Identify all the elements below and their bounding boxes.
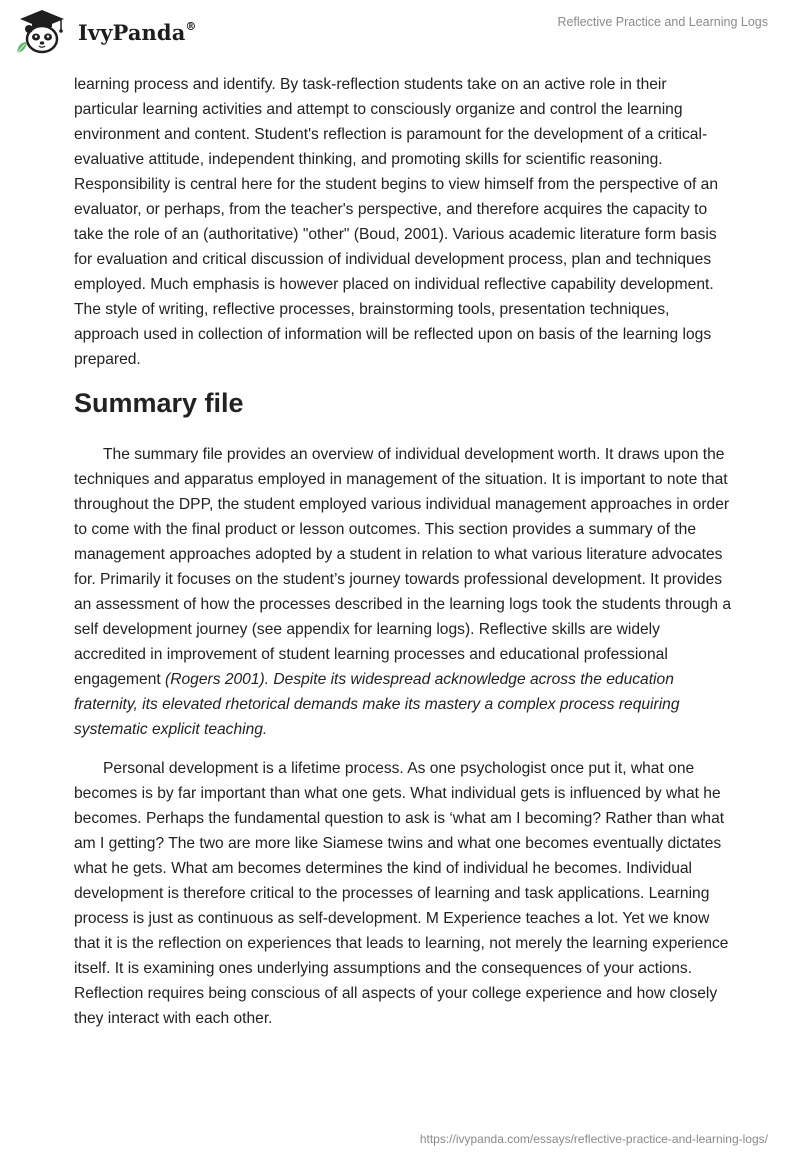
section-heading: Summary file xyxy=(74,388,244,418)
paragraph-intro-continuation: learning process and identify. By task-reflection students take on an active role in their particular learning activities and attempt to consciously organize and control the learning environment and content. Student's reflection is paramount for the development of a critical-evaluative attitude, independent thinking, and promoting skills for scientific reasoning. Responsibility is central here for the student begins to view himself from the perspective of an evaluator, or perhaps, from the teacher's perspective, and therefore acquires the capacity to take the role of an (authoritative) "other" (Boud, 2001). Various academic literature form basis for evaluation and critical discussion of individual development process, plan and techniques employed. Much emphasis is however placed on individual reflective capability development. The style of writing, reflective processes, brainstorming tools, presentation techniques, approach used in collection of information will be reflected upon on basis of the learning logs prepared. xyxy=(74,76,718,368)
brand-text: IvyPanda xyxy=(78,20,186,45)
brand-trademark: ® xyxy=(185,20,197,33)
ivypanda-logo-icon[interactable] xyxy=(14,6,72,56)
paragraph-summary-italic: (Rogers 2001). Despite its widespread acknowledge across the education fraternity, its elevated rhetorical demands make its mastery a complex process requiring systematic explicit teaching. xyxy=(74,671,680,738)
brand-name[interactable] xyxy=(78,20,197,45)
page-header xyxy=(0,0,800,64)
footer-url-link[interactable]: https://ivypanda.com/essays/reflective-practice-and-learning-logs/ xyxy=(419,1132,768,1146)
paragraph-personal-development: Personal development is a lifetime process. As one psychologist once put it, what one becomes is by far important than what one gets. What individual gets is influenced by what he becomes. Perhaps the fundamental question to ask is ‘what am I becoming? Rather than what am I getting? The two are more like Siamese twins and what one becomes eventually dictates what he gets. What am becomes determines the kind of individual he becomes. Individual development is therefore critical to the processes of learning and task applications. Learning process is just as continuous as self-development. M Experience teaches a lot. Yet we know that it is the reflection on experiences that leads to learning, not merely the learning experience itself. It is examining ones underlying assumptions and the consequences of your actions. Reflection requires being conscious of all aspects of your college experience and how closely they interact with each other. xyxy=(74,760,729,1027)
essay-body xyxy=(74,72,734,1031)
paragraph-summary-text: The summary file provides an overview of individual development worth. It draws upon the techniques and apparatus employed in management of the situation. It is important to note that throughout the DPP, the student employed various individual management approaches in order to come with the final product or lesson outcomes. This section provides a summary of the management approaches adopted by a student in relation to what various literature advocates for. Primarily it focuses on the student’s journey towards professional development. It provides an assessment of how the processes described in the learning logs took the students through a self development journey (see appendix for learning logs). Reflective skills are widely accredited in improvement of student learning processes and educational professional engagement xyxy=(74,446,732,688)
paragraph-summary xyxy=(74,442,734,742)
document-title: Reflective Practice and Learning Logs xyxy=(557,15,768,29)
